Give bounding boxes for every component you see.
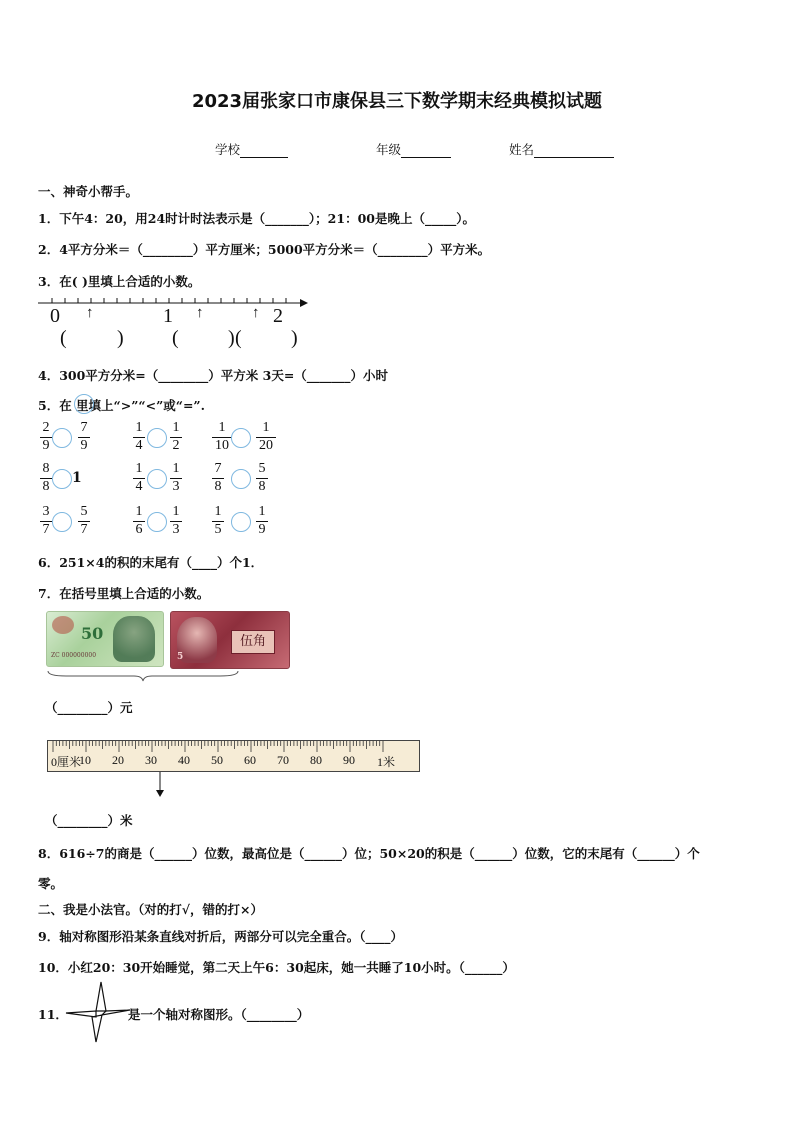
- numerator: 1: [258, 504, 266, 519]
- school-blank[interactable]: [240, 144, 288, 158]
- denominator: 9: [42, 438, 50, 453]
- ruler-tick-label: 60: [244, 753, 256, 767]
- fraction-right: [170, 462, 182, 494]
- banknote-5-digit: 5: [177, 652, 184, 662]
- compare-circle[interactable]: [231, 469, 251, 489]
- section-2-heading: 二、我是小法官。（对的打√，错的打×）: [38, 902, 263, 917]
- numerator: 5: [258, 461, 266, 476]
- banknote-5-chars: 伍角: [231, 630, 275, 654]
- fraction-right: [256, 505, 268, 537]
- whole-number-right: 1: [72, 470, 82, 486]
- denominator: 3: [172, 522, 180, 537]
- compare-circle-icon: [74, 394, 94, 414]
- ruler-tick-label: 80: [310, 753, 322, 767]
- answer-paren-close-3[interactable]: ): [291, 327, 298, 349]
- denominator: 2: [172, 438, 180, 453]
- denominator: 7: [42, 522, 50, 537]
- question-7-answer-meter: （________）米: [45, 813, 133, 828]
- compare-circle[interactable]: [231, 512, 251, 532]
- numerator: 7: [214, 461, 222, 476]
- fraction-right: [170, 421, 182, 453]
- denominator: 10: [215, 438, 229, 453]
- denominator: 5: [214, 522, 222, 537]
- denominator: 6: [135, 522, 143, 537]
- numberline-label-2: 2: [273, 305, 283, 327]
- compare-circle[interactable]: [147, 469, 167, 489]
- compare-circle[interactable]: [147, 512, 167, 532]
- denominator: 8: [214, 479, 222, 494]
- fraction-left: [133, 421, 145, 453]
- grade-label: 年级: [376, 142, 402, 157]
- question-9: 9．轴对称图形沿某条直线对折后，两部分可以完全重合。（____）: [38, 929, 403, 944]
- fraction-left: [212, 505, 224, 537]
- question-10: 10．小红20：30开始睡觉，第二天上午6：30起床，她一共睡了10小时。（______）: [38, 960, 515, 975]
- question-6: 6．251×4的积的末尾有（____）个1．: [38, 555, 264, 570]
- number-line: [36, 295, 311, 307]
- school-label: 学校: [215, 142, 241, 157]
- numerator: 1: [135, 420, 143, 435]
- denominator: 4: [135, 438, 143, 453]
- name-label: 姓名: [509, 142, 535, 157]
- numerator: 7: [80, 420, 88, 435]
- denominator: 20: [259, 438, 273, 453]
- fraction-left: [40, 421, 52, 453]
- numerator: 1: [172, 461, 180, 476]
- question-7: 7．在括号里填上合适的小数。: [38, 586, 210, 601]
- grade-blank[interactable]: [401, 144, 451, 158]
- question-5: 5．在 里填上“>”“<”或“=”.: [38, 398, 205, 413]
- fraction-left: [212, 421, 232, 453]
- compare-circle[interactable]: [52, 428, 72, 448]
- ruler-tick-label: 20: [112, 753, 124, 767]
- numerator: 1: [218, 420, 226, 435]
- fraction-right: [256, 421, 276, 453]
- ruler-tick-label: 30: [145, 753, 157, 767]
- numerator: 1: [262, 420, 270, 435]
- denominator: 8: [258, 479, 266, 494]
- question-11-text: 是一个轴对称图形。（________）: [128, 1007, 310, 1022]
- numerator: 1: [135, 504, 143, 519]
- numberline-label-1: 1: [163, 305, 173, 327]
- banknote-50-value: 50: [81, 624, 104, 643]
- denominator: 3: [172, 479, 180, 494]
- denominator: 9: [258, 522, 266, 537]
- denominator: 7: [80, 522, 88, 537]
- numerator: 2: [42, 420, 50, 435]
- ruler-tick-label: 70: [277, 753, 289, 767]
- numberline-arrow-2: ↑: [196, 305, 204, 321]
- numberline-label-0: 0: [50, 305, 60, 327]
- fraction-right: [256, 462, 268, 494]
- grade-field[interactable]: [376, 140, 451, 158]
- answer-paren-open-2[interactable]: (: [172, 327, 179, 349]
- compare-circle[interactable]: [231, 428, 251, 448]
- ruler-label-start: 0厘米: [51, 755, 82, 769]
- ruler-tick-label: 40: [178, 753, 190, 767]
- page-title: 2023届张家口市康保县三下数学期末经典模拟试题: [191, 91, 603, 112]
- denominator: 4: [135, 479, 143, 494]
- fraction-right: [78, 421, 90, 453]
- numerator: 3: [42, 504, 50, 519]
- question-8-line-2: 零。: [38, 876, 64, 891]
- compare-circle[interactable]: [52, 512, 72, 532]
- section-1-heading: 一、神奇小帮手。: [38, 184, 139, 199]
- question-7-answer-yuan: （________）元: [45, 700, 133, 715]
- pinwheel-star-icon: [64, 980, 132, 1044]
- numerator: 1: [172, 504, 180, 519]
- numberline-arrow-3: ↑: [252, 305, 260, 321]
- numerator: 8: [42, 461, 50, 476]
- brace-icon: [46, 669, 241, 683]
- question-2: 2．4平方分米＝（________）平方厘米；5000平方分米＝（________）平方米。: [38, 242, 491, 257]
- fraction-left: [133, 462, 145, 494]
- denominator: 8: [42, 479, 50, 494]
- down-arrow-icon: [154, 772, 166, 798]
- ruler-tick-label: 10: [79, 753, 91, 767]
- denominator: 9: [80, 438, 88, 453]
- numerator: 5: [80, 504, 88, 519]
- numberline-arrow-1: ↑: [86, 305, 94, 321]
- ruler-label-end: 1米: [377, 755, 396, 769]
- fraction-left: [133, 505, 145, 537]
- question-8-line-1: 8．616÷7的商是（______）位数，最高位是（______）位；50×20的积是（______）位数，它的末尾有（______）个: [38, 846, 700, 861]
- compare-circle[interactable]: [52, 469, 72, 489]
- compare-circle[interactable]: [147, 428, 167, 448]
- question-11-number: 11．: [38, 1007, 68, 1022]
- numerator: 1: [172, 420, 180, 435]
- question-3: 3．在( )里填上合适的小数。: [38, 274, 201, 289]
- fraction-left: [40, 462, 52, 494]
- ruler-tick-label: 50: [211, 753, 223, 767]
- emblem-icon: [52, 616, 74, 634]
- banknote-50-yuan: [46, 611, 164, 667]
- name-blank[interactable]: [534, 144, 614, 158]
- question-1: 1．下午4：20，用24时计时法表示是（_______）；21：00是晚上（_____）。: [38, 211, 475, 226]
- ruler: [47, 740, 421, 772]
- name-field[interactable]: [509, 140, 614, 158]
- answer-paren-close-1[interactable]: ): [117, 327, 124, 349]
- ruler-tick-label: 90: [343, 753, 355, 767]
- school-field[interactable]: [215, 140, 288, 158]
- answer-paren-close-2[interactable]: ): [228, 327, 235, 349]
- numerator: 1: [214, 504, 222, 519]
- banknote-5-jiao: [170, 611, 290, 669]
- fraction-right: [170, 505, 182, 537]
- portrait-icon: [113, 616, 155, 662]
- banknote-serial: ZC 000000000: [51, 652, 97, 659]
- numerator: 1: [135, 461, 143, 476]
- fraction-right: [78, 505, 90, 537]
- answer-paren-open-3[interactable]: (: [235, 327, 242, 349]
- question-4: 4．300平方分米=（________）平方米 3天=（_______）小时: [38, 368, 389, 383]
- fraction-left: [212, 462, 224, 494]
- fraction-left: [40, 505, 52, 537]
- answer-paren-open-1[interactable]: (: [60, 327, 67, 349]
